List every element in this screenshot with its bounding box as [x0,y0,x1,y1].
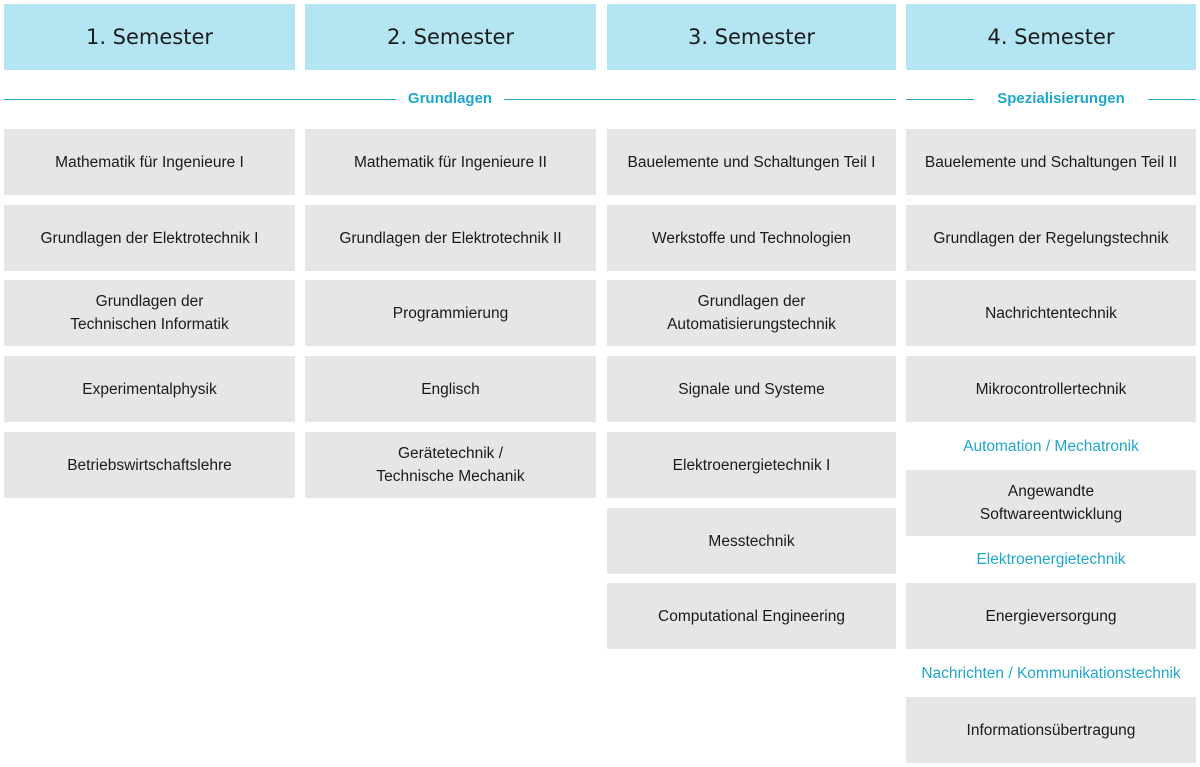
module-box: Mikrocontrollertechnik [906,356,1196,422]
specialization-label: Elektroenergietechnik [976,551,1126,568]
module-box: Gerätetechnik / Technische Mechanik [305,432,596,498]
semester-header-1: 1. Semester [4,4,295,70]
module-box: Mathematik für Ingenieure I [4,129,295,195]
module-box: Informationsübertragung [906,697,1196,763]
module-box: Computational Engineering [607,583,896,649]
module-box: Betriebswirtschaftslehre [4,432,295,498]
module-box: Nachrichtentechnik [906,280,1196,346]
module-box: Englisch [305,356,596,422]
module-box: Programmierung [305,280,596,346]
module-box: Grundlagen der Elektrotechnik I [4,205,295,271]
module-box: Grundlagen der Regelungstechnik [906,205,1196,271]
specialization-label: Automation / Mechatronik [963,438,1139,455]
section-label-basics: Grundlagen [396,88,504,110]
module-box: Energieversorgung [906,583,1196,649]
module-box: Bauelemente und Schaltungen Teil II [906,129,1196,195]
semester-header-3: 3. Semester [607,4,896,70]
module-box: Elektroenergietechnik I [607,432,896,498]
section-label-specializations: Spezialisierungen [974,88,1148,110]
semester-header-2: 2. Semester [305,4,596,70]
module-box: Grundlagen der Technischen Informatik [4,280,295,346]
specialization-label: Nachrichten / Kommunikationstechnik [921,665,1181,682]
module-box: Angewandte Softwareentwicklung [906,470,1196,536]
module-box: Messtechnik [607,508,896,574]
module-box: Mathematik für Ingenieure II [305,129,596,195]
module-box: Bauelemente und Schaltungen Teil I [607,129,896,195]
module-box: Werkstoffe und Technologien [607,205,896,271]
module-box: Experimentalphysik [4,356,295,422]
module-box: Grundlagen der Automatisierungstechnik [607,280,896,346]
module-box: Grundlagen der Elektrotechnik II [305,205,596,271]
semester-header-4: 4. Semester [906,4,1196,70]
module-box: Signale und Systeme [607,356,896,422]
